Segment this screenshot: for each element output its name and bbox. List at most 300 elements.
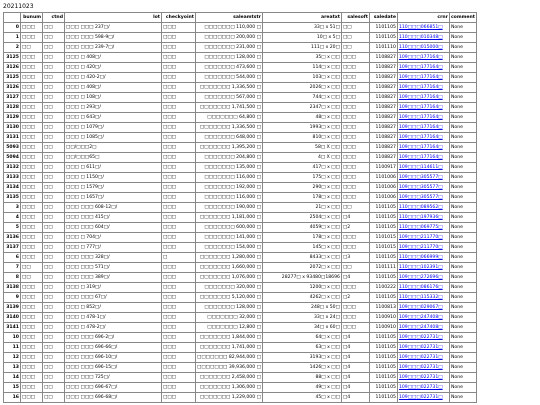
crnr-link[interactable]: 109□□□022731□ xyxy=(397,343,449,353)
table-cell: 1101105 xyxy=(369,253,397,263)
table-cell: □□□□□□□ 567,000 □ xyxy=(196,93,263,103)
crnr-link[interactable]: 110□□□015000□ xyxy=(397,43,449,53)
table-cell: 48□ x □□ xyxy=(262,113,341,123)
table-cell: □□□ xyxy=(21,123,43,133)
table-cell: □□ xyxy=(43,363,65,373)
crnr-link[interactable]: 109□□□305577□ xyxy=(397,183,449,193)
table-cell: 3140 xyxy=(4,313,21,323)
column-header: saleamtstr xyxy=(196,13,263,23)
table-cell: □□ xyxy=(43,133,65,143)
table-cell: □□□ xyxy=(162,43,196,53)
crnr-link[interactable]: 109□□□022731□ xyxy=(397,353,449,363)
table-cell: □□ xyxy=(43,343,65,353)
table-cell: □□ xyxy=(43,143,65,153)
crnr-link[interactable]: 109□□□022731□ xyxy=(397,373,449,383)
table-row xyxy=(4,293,477,303)
table-cell: □□□ □□□ 604□/ xyxy=(65,223,162,233)
table-cell: □□□ xyxy=(21,313,43,323)
table-cell: □□□ xyxy=(162,223,196,233)
table-cell: □□□ xyxy=(341,133,369,143)
table-cell: □□ xyxy=(43,393,65,403)
crnr-link[interactable]: 109□□□177164□ xyxy=(397,143,449,153)
crnr-link[interactable]: 109□□□177164□ xyxy=(397,53,449,63)
table-cell: □□□ xyxy=(162,273,196,283)
table-cell: 7 xyxy=(4,263,21,273)
table-row xyxy=(4,393,477,403)
table-cell: □4 xyxy=(341,363,369,373)
table-cell: □□□ □□□ 571□/ xyxy=(65,263,162,273)
table-cell: □□□□□□□ 190,000 □ xyxy=(196,203,263,213)
table-cell: □□□ xyxy=(21,83,43,93)
table-cell: □□ xyxy=(43,223,65,233)
table-cell: 3141 xyxy=(4,323,21,333)
column-header: saledate xyxy=(369,13,397,23)
table-cell: 1101111 xyxy=(369,263,397,273)
table-cell: 103□ x □□ xyxy=(262,73,341,83)
table-cell: □□ xyxy=(341,203,369,213)
table-cell: □□□□□□□ 200,000 □ xyxy=(196,33,263,43)
table-cell: □□□ xyxy=(162,183,196,193)
crnr-link[interactable]: 109□□□305577□ xyxy=(397,193,449,203)
table-cell: 1100910 xyxy=(369,323,397,333)
table-cell: □□□ xyxy=(341,73,369,83)
table-cell: □□ xyxy=(43,183,65,193)
table-cell: 3 xyxy=(4,203,21,213)
table-cell: □□□ xyxy=(162,393,196,403)
table-row xyxy=(4,193,477,203)
table-cell: 1101105 xyxy=(369,363,397,373)
table-cell: □4 xyxy=(341,373,369,383)
table-cell: □□□ xyxy=(162,303,196,313)
table-cell: □□□ □□□ 696-15□/ xyxy=(65,363,162,373)
table-cell: 34□ x 60□ xyxy=(262,323,341,333)
table-cell: 2026□ x □□ xyxy=(262,83,341,93)
crnr-link[interactable]: 109□□□247408□ xyxy=(397,313,449,323)
table-cell: 1108827 xyxy=(369,123,397,133)
table-cell: None xyxy=(449,23,476,33)
table-cell: 1101015 xyxy=(369,243,397,253)
table-cell: □□□ □ 643□/ xyxy=(65,113,162,123)
table-row xyxy=(4,323,477,333)
table-cell: 1101105 xyxy=(369,293,397,303)
table-cell: □□□□□□□ 135,000 □ xyxy=(196,163,263,173)
table-cell: 10□ x 5□ xyxy=(262,33,341,43)
table-body xyxy=(4,23,477,403)
crnr-link[interactable]: 110□□□197936□ xyxy=(397,213,449,223)
table-cell: 1101105 xyxy=(369,383,397,393)
table-cell: 3130 xyxy=(4,123,21,133)
table-cell: □□ xyxy=(43,173,65,183)
table-cell: 16 xyxy=(4,393,21,403)
crnr-link[interactable]: 109□□□177164□ xyxy=(397,103,449,113)
table-row xyxy=(4,123,477,133)
table-cell: 1101105 xyxy=(369,203,397,213)
table-cell: □□□ xyxy=(341,53,369,63)
table-row xyxy=(4,163,477,173)
table-cell: 1426□ x □□ xyxy=(262,363,341,373)
table-cell: □□□ □ 408□/ xyxy=(65,53,162,63)
table-cell: □3 xyxy=(341,253,369,263)
table-cell: □□ xyxy=(43,93,65,103)
table-cell: □□□ xyxy=(162,313,196,323)
table-cell: None xyxy=(449,323,476,333)
table-cell: □4 xyxy=(341,273,369,283)
table-cell: None xyxy=(449,213,476,223)
table-cell: None xyxy=(449,33,476,43)
table-cell: 0 xyxy=(4,23,21,33)
table-row xyxy=(4,43,477,53)
table-cell: □□□□□□□ 1,660,000 □ xyxy=(196,263,263,273)
table-cell: None xyxy=(449,183,476,193)
table-cell: □□□ □ 420□/ xyxy=(65,63,162,73)
table-cell: 145□ x □□ xyxy=(262,243,341,253)
table-cell: 2072□ x □□ xyxy=(262,263,341,273)
table-cell: None xyxy=(449,243,476,253)
crnr-link[interactable]: 109□□□177164□ xyxy=(397,93,449,103)
table-cell: 1101105 xyxy=(369,333,397,343)
table-cell: □□□ xyxy=(162,103,196,113)
table-cell: □□□ xyxy=(21,203,43,213)
table-row xyxy=(4,243,477,253)
table-cell: None xyxy=(449,233,476,243)
table-cell: 13 xyxy=(4,363,21,373)
table-cell: □□ xyxy=(43,53,65,63)
table-cell: □□□ xyxy=(341,113,369,123)
column-header: ctnd xyxy=(43,13,65,23)
table-cell: □□□ □□□ 598-9□/ xyxy=(65,33,162,43)
table-row xyxy=(4,23,477,33)
crnr-link[interactable]: 110□□□066999□ xyxy=(397,253,449,263)
table-cell: None xyxy=(449,133,476,143)
table-cell: □□□ xyxy=(341,163,369,173)
table-cell: None xyxy=(449,303,476,313)
table-cell: 3133 xyxy=(4,173,21,183)
table-cell: 1101105 xyxy=(369,393,397,403)
table-row xyxy=(4,103,477,113)
table-cell: □□□ xyxy=(21,223,43,233)
table-cell: 3136 xyxy=(4,233,21,243)
column-header: bunum xyxy=(21,13,43,23)
table-cell: □□□ □□□ 696-10□/ xyxy=(65,353,162,363)
crnr-link[interactable]: 110□□□010348□ xyxy=(397,33,449,43)
table-cell: 2 xyxy=(4,43,21,53)
table-cell: □□□ xyxy=(341,243,369,253)
table-cell: □□□ □ 1657□/ xyxy=(65,193,162,203)
table-cell: □□ xyxy=(43,203,65,213)
table-cell: None xyxy=(449,343,476,353)
table-cell: □4 xyxy=(341,333,369,343)
crnr-link[interactable]: 109□□□177164□ xyxy=(397,63,449,73)
table-cell: □□□□□□□ 141,000 □ xyxy=(196,233,263,243)
table-cell: □□□□□□□ 39,936,000 □ xyxy=(196,363,263,373)
table-cell: □□□ xyxy=(21,383,43,393)
table-cell: □□□□□□□ 128,000 □ xyxy=(196,53,263,63)
table-cell: 1101105 xyxy=(369,373,397,383)
table-cell: 33□ x 51□ xyxy=(262,23,341,33)
table-cell: □□□□□□□ 116,000 □ xyxy=(196,173,263,183)
crnr-link[interactable]: 109□□□022731□ xyxy=(397,383,449,393)
table-row xyxy=(4,53,477,63)
table-cell: 1108827 xyxy=(369,103,397,113)
table-cell: □4 xyxy=(341,213,369,223)
table-cell: 3126 xyxy=(4,83,21,93)
table-cell: 1100910 xyxy=(369,313,397,323)
table-cell: 1108827 xyxy=(369,133,397,143)
table-cell: 45□ x □□ xyxy=(262,393,341,403)
table-cell: □□ xyxy=(43,353,65,363)
table-cell: 4262□ x □□ xyxy=(262,293,341,303)
table-cell: □□□ □□□ 725□/ xyxy=(65,373,162,383)
table-cell: None xyxy=(449,363,476,373)
table-cell: □□□ xyxy=(21,363,43,373)
table-cell: □□□ xyxy=(162,133,196,143)
table-cell: 6 xyxy=(4,253,21,263)
table-cell: □□□ xyxy=(21,293,43,303)
table-cell: 3193□ x □□ xyxy=(262,353,341,363)
table-cell: □□□ xyxy=(162,63,196,73)
table-cell: 11 xyxy=(4,343,21,353)
table-cell: 3125 xyxy=(4,73,21,83)
crnr-link[interactable]: 110□□□069775□ xyxy=(397,223,449,233)
crnr-link[interactable]: 110□□□089562□ xyxy=(397,203,449,213)
table-cell: □□□ □□□ 67□/ xyxy=(65,293,162,303)
table-cell: □□ xyxy=(43,383,65,393)
table-row xyxy=(4,383,477,393)
table-cell: 3132 xyxy=(4,163,21,173)
table-cell: □□□ xyxy=(21,193,43,203)
table-cell: □□□ □ 319□/ xyxy=(65,283,162,293)
table-cell: □□ xyxy=(43,263,65,273)
column-header: salesoft xyxy=(341,13,369,23)
table-cell: □□□□□□□ 154,000 □ xyxy=(196,243,263,253)
table-cell: 4 xyxy=(4,213,21,223)
table-cell: □□□ xyxy=(162,383,196,393)
table-cell: 1108827 xyxy=(369,113,397,123)
table-cell: 88□ x □□ xyxy=(262,373,341,383)
table-row xyxy=(4,283,477,293)
table-cell: □□□ □ 1150□/ xyxy=(65,173,162,183)
table-cell: 3126 xyxy=(4,63,21,73)
table-cell: □4 xyxy=(341,353,369,363)
table-cell: □□□ xyxy=(21,103,43,113)
column-header: lot xyxy=(65,13,162,23)
crnr-link[interactable]: 109□□□305577□ xyxy=(397,173,449,183)
crnr-link[interactable]: 109□□□177164□ xyxy=(397,113,449,123)
table-cell: □□ xyxy=(43,323,65,333)
table-cell: □□□□□□□ 473,600 □ xyxy=(196,63,263,73)
table-cell: □□□ □□□ 696-66□/ xyxy=(65,343,162,353)
report-date: 20211023 xyxy=(3,3,34,10)
table-cell: None xyxy=(449,263,476,273)
table-cell: 248□ x 50□ xyxy=(262,303,341,313)
table-cell: □□□ xyxy=(162,173,196,183)
table-cell: □□□□□□□ 192,000 □ xyxy=(196,183,263,193)
table-cell: □□□□□□□ 12,800 □ xyxy=(196,323,263,333)
table-cell: □4 xyxy=(341,383,369,393)
table-cell: □□ xyxy=(21,273,43,283)
table-cell: □□□ □ 1079□/ xyxy=(65,123,162,133)
table-row xyxy=(4,33,477,43)
table-cell: □□□ xyxy=(162,53,196,63)
crnr-link[interactable]: 109□□□177164□ xyxy=(397,153,449,163)
table-cell: 417□ x □□ xyxy=(262,163,341,173)
table-cell: □4 xyxy=(341,393,369,403)
table-cell: □□□ □ 408□/ xyxy=(65,83,162,93)
table-cell: □□□ xyxy=(21,343,43,353)
table-cell: □□□ xyxy=(21,133,43,143)
table-row xyxy=(4,73,477,83)
crnr-link[interactable]: 110□□□102391□ xyxy=(397,263,449,273)
table-cell: None xyxy=(449,43,476,53)
table-cell: □□□ □□□ 696-67□/ xyxy=(65,383,162,393)
table-cell: □□□ xyxy=(21,143,43,153)
table-cell: □□ xyxy=(341,23,369,33)
table-cell: □□□□□□□ 116,000 □ xyxy=(196,193,263,203)
table-cell: □□□ xyxy=(341,283,369,293)
table-cell: None xyxy=(449,153,476,163)
crnr-link[interactable]: 109□□□177164□ xyxy=(397,73,449,83)
table-cell: □□□ xyxy=(341,83,369,93)
crnr-link[interactable]: 109□□□177164□ xyxy=(397,83,449,93)
crnr-link[interactable]: 109□□□022731□ xyxy=(397,393,449,403)
table-cell: □□□ □ 293□/ xyxy=(65,103,162,113)
table-cell: □□□□□□□ 1,741,500 □ xyxy=(196,103,263,113)
table-cell: □□□ xyxy=(341,313,369,323)
table-cell: □□□ xyxy=(162,243,196,253)
table-cell: 8 xyxy=(4,273,21,283)
table-cell: None xyxy=(449,143,476,153)
crnr-link[interactable]: 109□□□272696□ xyxy=(397,273,449,283)
table-cell: □□□ xyxy=(341,143,369,153)
table-cell: □□□ xyxy=(162,153,196,163)
crnr-link[interactable]: 110□□□086176□ xyxy=(397,283,449,293)
crnr-link[interactable]: 109□□□029067□ xyxy=(397,303,449,313)
table-cell: None xyxy=(449,163,476,173)
table-cell: □□□□□□□ 1,280,000 □ xyxy=(196,253,263,263)
table-cell: □□□ xyxy=(162,83,196,93)
table-cell: □□□ xyxy=(21,53,43,63)
table-cell: None xyxy=(449,333,476,343)
header-row xyxy=(4,13,477,23)
table-cell: None xyxy=(449,393,476,403)
table-cell: □□□ xyxy=(21,173,43,183)
table-cell: □□□ xyxy=(341,173,369,183)
table-cell: □□□ □ 611□/ xyxy=(65,163,162,173)
table-cell: 1100917 xyxy=(369,163,397,173)
table-cell: □□□ □□□ 239-7□/ xyxy=(65,43,162,53)
table-cell: 3138 xyxy=(4,283,21,293)
table-cell: None xyxy=(449,73,476,83)
table-cell: None xyxy=(449,353,476,363)
table-cell: □□ xyxy=(43,273,65,283)
table-row xyxy=(4,353,477,363)
table-cell: 2504□ x □□ xyxy=(262,213,341,223)
table-row xyxy=(4,273,477,283)
table-cell: 3128 xyxy=(4,103,21,113)
table-row xyxy=(4,223,477,233)
crnr-link[interactable]: 110□□□066851□ xyxy=(397,23,449,33)
table-cell: 1101105 xyxy=(369,343,397,353)
table-cell: □□ xyxy=(43,63,65,73)
table-cell: 114□ x □□ xyxy=(262,63,341,73)
crnr-link[interactable]: 109□□□177164□ xyxy=(397,123,449,133)
table-cell: □□ xyxy=(43,303,65,313)
table-cell: □□ xyxy=(43,313,65,323)
table-cell: 1101105 xyxy=(369,213,397,223)
table-row xyxy=(4,363,477,373)
crnr-link[interactable]: 109□□□247408□ xyxy=(397,323,449,333)
table-row xyxy=(4,83,477,93)
table-cell: 3139 xyxy=(4,303,21,313)
table-cell: □□□□□□□ 320,000 □ xyxy=(196,283,263,293)
table-cell: □□□ xyxy=(21,183,43,193)
crnr-link[interactable]: 109□□□022731□ xyxy=(397,333,449,343)
table-cell: 3135 xyxy=(4,193,21,203)
table-cell: □□□ xyxy=(21,333,43,343)
table-cell: □□ xyxy=(43,373,65,383)
table-cell: □□ xyxy=(43,253,65,263)
table-cell: 1101110 xyxy=(369,43,397,53)
table-cell: □□□ □□□ 389□/ xyxy=(65,273,162,283)
table-cell: □□□ xyxy=(21,33,43,43)
table-cell: 1108827 xyxy=(369,153,397,163)
table-cell: 9 xyxy=(4,293,21,303)
table-cell: 1108827 xyxy=(369,83,397,93)
table-cell: □□□ xyxy=(21,163,43,173)
table-cell: □□□ □ 1579□/ xyxy=(65,183,162,193)
table-cell: □□□□□□□ 5,120,000 □ xyxy=(196,293,263,303)
table-cell: None xyxy=(449,83,476,93)
table-cell: □□□ xyxy=(162,113,196,123)
table-cell: □□ xyxy=(43,153,65,163)
table-cell: □□□ xyxy=(341,193,369,203)
table-cell: 14 xyxy=(4,373,21,383)
table-cell: □□□□□□□ 1,395,200 □ xyxy=(196,143,263,153)
table-cell: □□□□□□□ 1,229,000 □ xyxy=(196,393,263,403)
table-cell: 1101015 xyxy=(369,233,397,243)
table-cell: 15 xyxy=(4,383,21,393)
table-row xyxy=(4,233,477,243)
crnr-link[interactable]: 109□□□022731□ xyxy=(397,363,449,373)
table-cell: □□□ xyxy=(21,323,43,333)
crnr-link[interactable]: 109□□□177164□ xyxy=(397,133,449,143)
table-cell: □□□ □ 108□/ xyxy=(65,93,162,103)
crnr-link[interactable]: 109□□□211770□ xyxy=(397,233,449,243)
table-cell: None xyxy=(449,113,476,123)
table-cell: 35□ x □□ xyxy=(262,53,341,63)
table-cell: □□□ □□□ 696-68□/ xyxy=(65,393,162,403)
table-cell: □□□ xyxy=(341,153,369,163)
crnr-link[interactable]: 109□□□211770□ xyxy=(397,243,449,253)
crnr-link[interactable]: 109□□□114611□ xyxy=(397,163,449,173)
table-cell: □□□ xyxy=(162,283,196,293)
table-cell: □□□ xyxy=(341,233,369,243)
table-cell: □□□ xyxy=(341,103,369,113)
table-cell: None xyxy=(449,313,476,323)
table-cell: □□□□□□□ 64,800 □ xyxy=(196,113,263,123)
table-cell: □□□ xyxy=(162,123,196,133)
table-cell: □□□□□□□ 1,741,000 □ xyxy=(196,343,263,353)
table-row xyxy=(4,63,477,73)
table-cell: □□ xyxy=(43,163,65,173)
crnr-link[interactable]: 110□□□115332□ xyxy=(397,293,449,303)
table-cell: □□□ xyxy=(21,283,43,293)
table-cell: □□□ xyxy=(162,323,196,333)
table-cell: □□□□□□□ 128,000 □ xyxy=(196,303,263,313)
table-cell: □□□ xyxy=(162,33,196,43)
table-cell: 8433□ x □□ xyxy=(262,253,341,263)
table-cell: 3137 xyxy=(4,243,21,253)
